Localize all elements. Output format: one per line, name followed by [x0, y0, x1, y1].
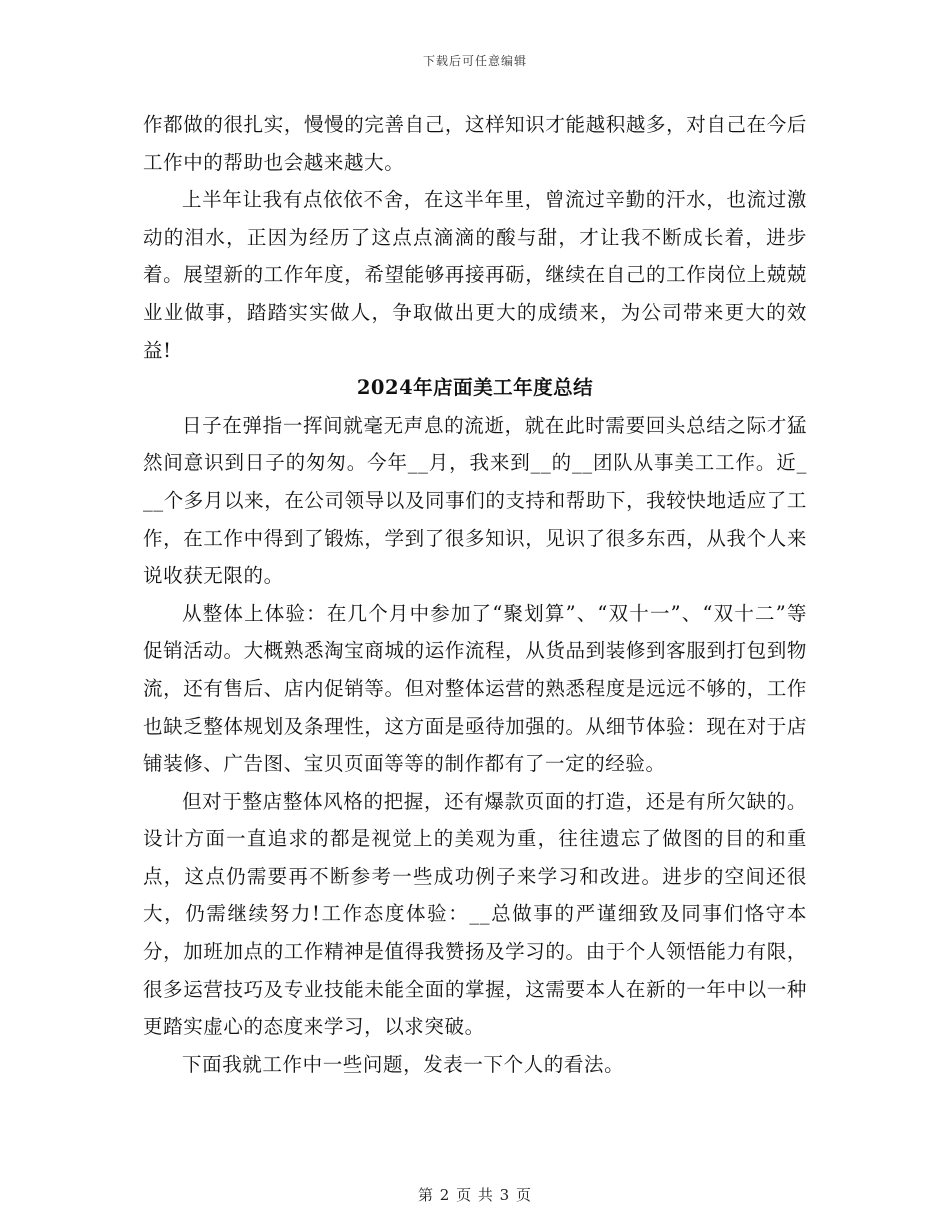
- paragraph-continuation: 作都做的很扎实，慢慢的完善自己，这样知识才能越积越多，对自己在今后工作中的帮助也会越来越大。: [143, 113, 807, 174]
- page-header-note: 下载后可任意编辑: [422, 54, 527, 68]
- paragraph-intro: 日子在弹指一挥间就毫无声息的流逝，就在此时需要回头总结之际才猛然间意识到日子的匆匆。今年__月，我来到__的__团队从事美工工作。近___个多月以来，在公司领导以及同事们的支持和帮助下，我较快地适应了工作，在工作中得到了锻炼，学到了很多知识，见识了很多东西，从我个人来说收获无限的。: [143, 413, 807, 588]
- section-title: 2024年店面美工年度总结: [356, 376, 594, 400]
- paragraph-half-year-reflection: 上半年让我有点依依不舍，在这半年里，曾流过辛勤的汗水，也流过激动的泪水，正因为经历了这点点滴滴的酸与甜，才让我不断成长着，进步着。展望新的工作年度，希望能够再接再砺，继续在自己的工作岗位上兢兢业业做事，踏踏实实做人，争取做出更大的成绩来，为公司带来更大的效益!: [143, 188, 807, 362]
- paragraph-shortcomings: 但对于整店整体风格的把握，还有爆款页面的打造，还是有所欠缺的。设计方面一直追求的都是视觉上的美观为重，往往遗忘了做图的目的和重点，这点仍需要再不断参考一些成功例子来学习和改进。进步的空间还很大，仍需继续努力!工作态度体验：__总做事的严谨细致及同事们恪守本分，加班加点的工作精神是值得我赞扬及学习的。由于个人领悟能力有限，很多运营技巧及专业技能未能全面的掌握，这需要本人在新的一年中以一种更踏实虚心的态度来学习，以求突破。: [143, 789, 807, 1039]
- page-number: 第 2 页 共 3 页: [418, 1186, 532, 1204]
- paragraph-overall-experience: 从整体上体验：在几个月中参加了“聚划算”、“双十一”、“双十二”等促销活动。大概熟悉淘宝商城的运作流程，从货品到装修到客服到打包到物流，还有售后、店内促销等。但对整体运营的熟悉程度是远远不够的，工作也缺乏整体规划及条理性，这方面是亟待加强的。从细节体验：现在对于店铺装修、广告图、宝贝页面等等的制作都有了一定的经验。: [143, 601, 807, 776]
- document-body: [143, 106, 807, 1083]
- paragraph-closing: 下面我就工作中一些问题，发表一下个人的看法。: [182, 1052, 625, 1076]
